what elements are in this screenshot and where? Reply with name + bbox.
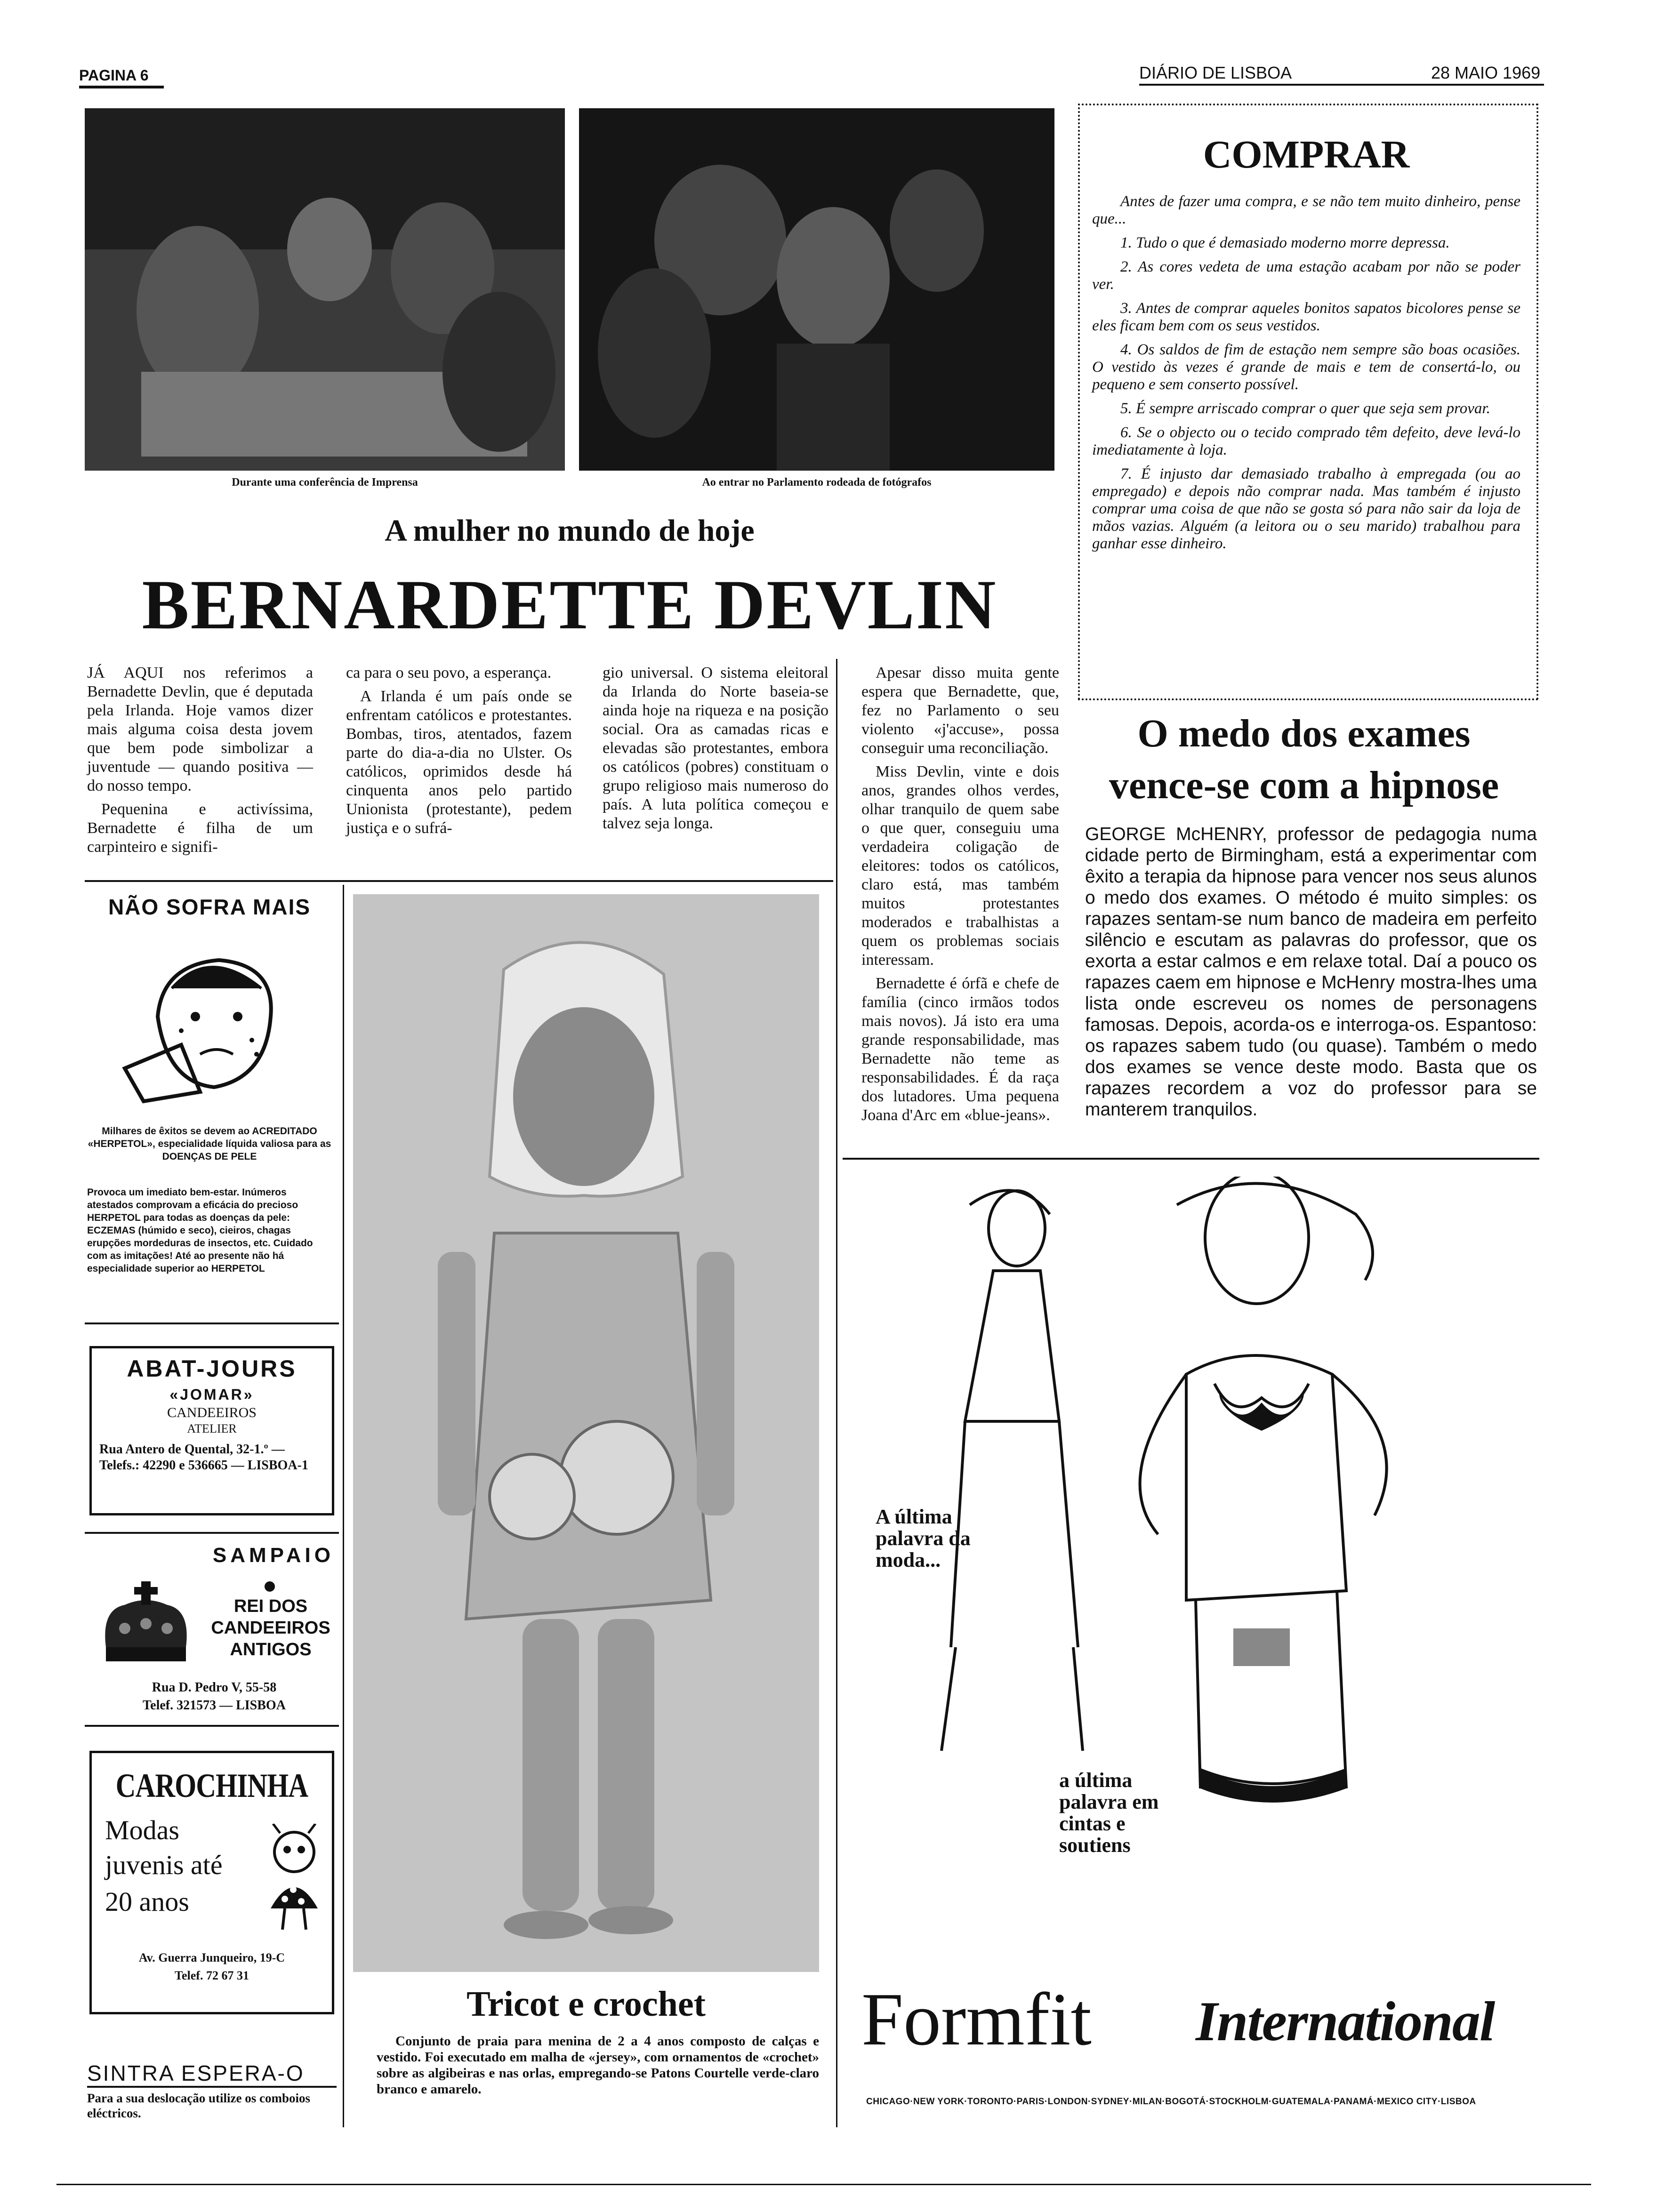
sampaio-address: Rua D. Pedro V, 55-58: [152, 1680, 277, 1695]
abat-jours-line-1: CANDEEIROS: [167, 1405, 257, 1420]
formfit-illustration: [894, 1177, 1459, 1930]
formfit-cities: CHICAGO·NEW YORK·TORONTO·PARIS·LONDON·SYDNEY·MILAN·BOGOTÁ·STOCKHOLM·GUATEMALA·PANAMÁ·MEXICO CITY·LISBOA: [866, 2097, 1476, 2107]
sampaio-bottom-rule: [85, 1725, 339, 1727]
comprar-item-1: 1. Tudo o que é demasiado moderno morre depressa.: [1120, 234, 1450, 251]
hipnose-headline-1: O medo dos exames: [1137, 712, 1471, 755]
page-bottom-rule: [56, 2184, 1591, 2185]
comprar-body: [1092, 193, 1520, 559]
article-headline: BERNARDETTE DEVLIN: [142, 566, 997, 644]
carochinha-title: CAROCHINHA: [115, 1767, 308, 1804]
herpetol-text-2: Provoca um imediato bem-estar. Inúmeros atestados comprovam a eficácia do precioso HERPETOL para todas as doenças da pele: ECZEMAS (húmido e seco), cieiros, chagas erupções mordeduras de insectos, etc. Cuidado com as imitações! Até ao presente não há especialidade superior ao HERPETOL: [87, 1187, 313, 1274]
devlin-column-4: [861, 664, 1059, 1130]
herpetol-title: NÃO SOFRA MAIS: [108, 895, 311, 919]
photo-parliament-photographers: [579, 108, 1054, 471]
devlin-col2-para1: ca para o seu povo, a esperança.: [346, 664, 552, 681]
child-beach-outfit-image: [353, 894, 819, 1972]
comprar-item-5: 5. É sempre arriscado comprar o quer que seja sem provar.: [1120, 400, 1490, 417]
lingerie-models-illustration: [894, 1177, 1459, 1930]
comprar-item-6: 6. Se o objecto ou o tecido comprado têm defeito, deve levá-lo imediatamente à loja.: [1092, 424, 1520, 458]
header-rule-right: [1139, 84, 1544, 86]
devlin-col3-para1: gio universal. O sistema eleitoral da Irlanda do Norte baseia-se ainda hoje na riqueza e na posição social. Ora as camadas ricas e elevadas são protestantes, embora os católicos (pobres) constituam o grupo religioso mais numeroso do país. A luta política começou e talvez seja longa.: [603, 664, 828, 832]
issue-date: 28 MAIO 1969: [1431, 63, 1541, 82]
photo-child-tricot: [353, 894, 819, 1972]
sampaio-phone: Telef. 321573 — LISBOA: [143, 1698, 286, 1713]
abat-jours-address: Rua Antero de Quental, 32-1.º — Telefs.: 42290 e 536665 — LISBOA-1: [99, 1442, 308, 1473]
formfit-slogan-2: a última palavra em cintas e soutiens: [1059, 1769, 1159, 1857]
abat-jours-bottom-rule: [85, 1532, 339, 1534]
comprar-intro: Antes de fazer uma compra, e se não tem muito dinheiro, pense que...: [1092, 193, 1520, 227]
hipnose-headline-2: vence-se com a hipnose: [1109, 763, 1499, 807]
rule-middle-column: [836, 659, 837, 2127]
abat-jours-ad: [89, 1346, 334, 1515]
sampaio-line-1: REI DOS: [233, 1596, 308, 1616]
devlin-column-1: [87, 664, 313, 861]
sampaio-bullet: [265, 1581, 275, 1592]
sampaio-title: SAMPAIO: [212, 1544, 334, 1567]
comprar-item-7: 7. É injusto dar demasiado trabalho à empregada (ou ao empregado) e depois não comprar nada. Mas também é injusto comprar uma coisa de que não se gosta só para não sair da loja de mãos vazias. Alguém (a leitora ou o seu marido) trabalhou para ganhar esse dinheiro.: [1092, 465, 1520, 552]
sampaio-line-3: ANTIGOS: [230, 1640, 312, 1659]
photo-press-conference: [85, 108, 565, 471]
comprar-item-4: 4. Os saldos de fim de estação nem sempre são boas ocasiões. O vestido às vezes é grande de mais e tem de consertá-lo, ou pequeno e sem conserto possível.: [1092, 341, 1520, 393]
sintra-rule: [87, 2086, 337, 2088]
devlin-col1-para2: Pequenina e activíssima, Bernadette é filha de um carpinteiro e signifi-: [87, 801, 313, 856]
formfit-brand: Formfit: [861, 1977, 1092, 2061]
carochinha-mascot: [261, 1824, 327, 1932]
carochinha-line-2: juvenis até: [105, 1850, 223, 1880]
devlin-column-3: [603, 664, 828, 838]
devlin-col4-para2: Miss Devlin, vinte e dois anos, grandes olhos verdes, olhar tranquilo de quem sabe o que quer, conseguiu uma verdadeira coligação de eleitores: todos os católicos, claro está, mas também muitos protestantes moderados e trabalhistas a quem os problemas sociais interessam.: [861, 763, 1059, 969]
carochinha-phone: Telef. 72 67 31: [175, 1969, 249, 1982]
worried-face-icon: [115, 937, 304, 1106]
sintra-title: SINTRA ESPERA-O: [87, 2061, 305, 2085]
crown-icon: [92, 1577, 200, 1671]
devlin-col4-para3: Bernadette é órfã e chefe de família (cinco irmãos todos mais novos). Já isto era uma grande responsabilidade, mas Bernadette não teme as responsabilidades. É da raça dos lutadores. Uma pequena Joana d'Arc em «blue-jeans».: [861, 975, 1059, 1124]
beetle-mascot-icon: [261, 1824, 327, 1932]
devlin-bottom-rule: [85, 880, 833, 882]
page-number: PAGINA 6: [79, 67, 149, 84]
herpetol-bottom-rule: [85, 1322, 339, 1324]
sampaio-crown: [92, 1577, 200, 1671]
caption-parliament: Ao entrar no Parlamento rodeada de fotógrafos: [702, 476, 932, 489]
carochinha-ad: [89, 1751, 334, 2014]
carochinha-line-3: 20 anos: [105, 1886, 189, 1917]
herpetol-text-1: Milhares de êxitos se devem ao ACREDITADO «HERPETOL», especialidade líquida valiosa para as DOENÇAS DE PELE: [88, 1126, 331, 1162]
devlin-column-2: [346, 664, 572, 842]
rule-left-column: [343, 885, 344, 2127]
devlin-col2-para2: A Irlanda é um país onde se enfrentam católicos e protestantes. Bombas, tiros, atentados, fazem parte do dia-a-dia no Ulster. Os católicos, oprimidos desde há cinquenta anos pelo partido Unionista (protestante), pedem justiça e o sufrá-: [346, 688, 572, 837]
abat-jours-title: ABAT-JOURS: [127, 1355, 297, 1382]
carochinha-address: Av. Guerra Junqueiro, 19-C: [138, 1951, 285, 1964]
devlin-col1-para1: JÁ AQUI nos referimos a Bernadette Devlin, que é deputada pela Irlanda. Hoje vamos dizer mais alguma coisa desta jovem que bem pode simbolizar a juventude — quando positiva — do nosso tempo.: [87, 664, 313, 794]
tricot-body: Conjunto de praia para menina de 2 a 4 anos composto de calças e vestido. Foi executado em malha de «jersey», com ornamentos de «crochet» sobre as algibeiras e nas orlas, empregando-se Patons Courtelle verde-claro branco e amarelo.: [377, 2034, 819, 2097]
herpetol-illustration: [115, 937, 304, 1106]
comprar-title: COMPRAR: [1203, 133, 1410, 176]
carochinha-line-1: Modas: [105, 1815, 179, 1845]
devlin-col4-para1: Apesar disso muita gente espera que Bernadette, que, fez no Parlamento o seu violento «j'accuse», possa conseguir uma reconciliação.: [861, 664, 1059, 757]
photo-press-conference-image: [85, 108, 565, 471]
formfit-brand-international: International: [1196, 1990, 1495, 2052]
hipnose-bottom-rule: [843, 1158, 1539, 1160]
tricot-title: Tricot e crochet: [467, 1984, 706, 2024]
caption-press-conference: Durante uma conferência de Imprensa: [232, 476, 418, 489]
article-kicker: A mulher no mundo de hoje: [385, 513, 755, 548]
header-rule-left: [79, 86, 164, 88]
comprar-item-3: 3. Antes de comprar aqueles bonitos sapatos bicolores pense se eles ficam bem com os seus vestidos.: [1092, 300, 1520, 334]
hipnose-body: GEORGE McHENRY, professor de pedagogia numa cidade perto de Birmingham, está a experimentar com êxito a terapia da hipnose para vencer nos seus alunos o medo dos exames. O método é muito simples: os rapazes sentam-se num banco de madeira em perfeito silêncio e escutam as palavras do professor, que os exorta a estar calmos e em relaxe total. Daí a pouco os rapazes caem em hipnose e McHenry mostra-lhes uma lista onde escreveu os nomes de personagens famosas. Depois, acorda-os e interroga-os. Espantoso: os rapazes sabem tudo (ou quase). Também o medo dos exames se vence deste modo. Basta que os rapazes recordem a voz do professor para se manterem tranquilos.: [1085, 824, 1537, 1120]
sampaio-line-2: CANDEEIROS: [211, 1618, 330, 1638]
photo-parliament-image: [579, 108, 1054, 471]
newspaper-name: DIÁRIO DE LISBOA: [1139, 63, 1292, 82]
abat-jours-brand: «JOMAR»: [169, 1386, 254, 1403]
formfit-slogan-1: A última palavra da moda...: [876, 1505, 971, 1571]
abat-jours-line-2: ATELIER: [187, 1422, 237, 1435]
sintra-text: Para a sua deslocação utilize os comboios eléctricos.: [87, 2091, 310, 2120]
comprar-item-2: 2. As cores vedeta de uma estação acabam por não se poder ver.: [1092, 258, 1520, 293]
